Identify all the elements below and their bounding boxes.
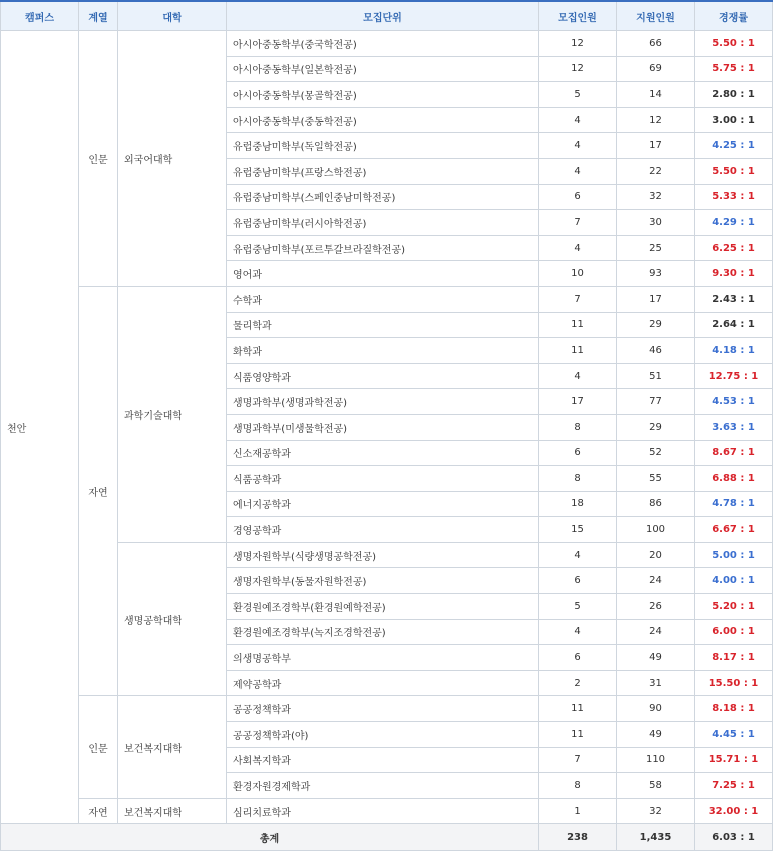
- table-body: [1, 31, 773, 824]
- rate-cell: 15.50 : 1: [695, 670, 773, 696]
- rate-cell: 6.88 : 1: [695, 466, 773, 492]
- field-cell: 인문: [79, 696, 118, 798]
- quota-cell: 8: [539, 414, 617, 440]
- applicants-cell: 51: [617, 363, 695, 389]
- applicants-cell: 86: [617, 491, 695, 517]
- quota-cell: 17: [539, 389, 617, 415]
- table-row: [1, 31, 773, 57]
- quota-cell: 1: [539, 798, 617, 824]
- applicants-cell: 31: [617, 670, 695, 696]
- applicants-cell: 90: [617, 696, 695, 722]
- applicants-cell: 25: [617, 235, 695, 261]
- quota-cell: 7: [539, 286, 617, 312]
- rate-cell: 2.43 : 1: [695, 286, 773, 312]
- applicants-cell: 20: [617, 542, 695, 568]
- rate-cell: 8.67 : 1: [695, 440, 773, 466]
- rate-cell: 9.30 : 1: [695, 261, 773, 287]
- rate-cell: 4.29 : 1: [695, 210, 773, 236]
- unit-cell: 아시아중동학부(몽골학전공): [227, 82, 539, 108]
- applicants-cell: 22: [617, 158, 695, 184]
- applicants-cell: 14: [617, 82, 695, 108]
- unit-cell: 환경원예조경학부(녹지조경학전공): [227, 619, 539, 645]
- rate-cell: 5.50 : 1: [695, 158, 773, 184]
- quota-cell: 6: [539, 440, 617, 466]
- applicants-cell: 100: [617, 517, 695, 543]
- quota-cell: 4: [539, 542, 617, 568]
- rate-cell: 32.00 : 1: [695, 798, 773, 824]
- applicants-cell: 24: [617, 568, 695, 594]
- campus-cell: 천안: [1, 31, 79, 824]
- rate-cell: 7.25 : 1: [695, 773, 773, 799]
- quota-cell: 4: [539, 158, 617, 184]
- rate-cell: 4.45 : 1: [695, 722, 773, 748]
- rate-cell: 4.78 : 1: [695, 491, 773, 517]
- quota-cell: 6: [539, 184, 617, 210]
- table-row: [1, 286, 773, 312]
- quota-cell: 12: [539, 31, 617, 57]
- unit-cell: 유럽중남미학부(러시아학전공): [227, 210, 539, 236]
- quota-cell: 15: [539, 517, 617, 543]
- rate-cell: 5.20 : 1: [695, 594, 773, 620]
- quota-cell: 4: [539, 133, 617, 159]
- unit-cell: 아시아중동학부(중국학전공): [227, 31, 539, 57]
- rate-cell: 8.18 : 1: [695, 696, 773, 722]
- unit-cell: 환경자원경제학과: [227, 773, 539, 799]
- rate-cell: 6.00 : 1: [695, 619, 773, 645]
- applicants-cell: 110: [617, 747, 695, 773]
- quota-cell: 5: [539, 82, 617, 108]
- field-cell: 자연: [79, 286, 118, 696]
- header-college: 대학: [118, 1, 227, 31]
- quota-cell: 6: [539, 568, 617, 594]
- header-rate: 경쟁률: [695, 1, 773, 31]
- college-cell: 과학기술대학: [118, 286, 227, 542]
- rate-cell: 5.75 : 1: [695, 56, 773, 82]
- unit-cell: 영어과: [227, 261, 539, 287]
- applicants-cell: 58: [617, 773, 695, 799]
- rate-cell: 5.33 : 1: [695, 184, 773, 210]
- unit-cell: 공공정책학과: [227, 696, 539, 722]
- unit-cell: 화학과: [227, 338, 539, 364]
- applicants-cell: 26: [617, 594, 695, 620]
- quota-cell: 4: [539, 619, 617, 645]
- applicants-cell: 93: [617, 261, 695, 287]
- unit-cell: 식품공학과: [227, 466, 539, 492]
- total-rate: 6.03 : 1: [695, 824, 773, 851]
- quota-cell: 2: [539, 670, 617, 696]
- unit-cell: 아시아중동학부(일본학전공): [227, 56, 539, 82]
- unit-cell: 신소재공학과: [227, 440, 539, 466]
- quota-cell: 8: [539, 466, 617, 492]
- unit-cell: 에너지공학과: [227, 491, 539, 517]
- rate-cell: 3.00 : 1: [695, 107, 773, 133]
- unit-cell: 아시아중동학부(중동학전공): [227, 107, 539, 133]
- unit-cell: 유럽중남미학부(포르투갈브라질학전공): [227, 235, 539, 261]
- unit-cell: 공공정책학과(야): [227, 722, 539, 748]
- unit-cell: 생명과학부(생명과학전공): [227, 389, 539, 415]
- table-footer: [1, 824, 773, 851]
- unit-cell: 식품영양학과: [227, 363, 539, 389]
- rate-cell: 2.80 : 1: [695, 82, 773, 108]
- table-row: [1, 696, 773, 722]
- college-cell: 외국어대학: [118, 31, 227, 287]
- applicants-cell: 55: [617, 466, 695, 492]
- applicants-cell: 52: [617, 440, 695, 466]
- rate-cell: 4.53 : 1: [695, 389, 773, 415]
- quota-cell: 11: [539, 312, 617, 338]
- unit-cell: 환경원예조경학부(환경원예학전공): [227, 594, 539, 620]
- header-quota: 모집인원: [539, 1, 617, 31]
- quota-cell: 12: [539, 56, 617, 82]
- quota-cell: 7: [539, 210, 617, 236]
- field-cell: 인문: [79, 31, 118, 287]
- unit-cell: 사회복지학과: [227, 747, 539, 773]
- field-cell: 자연: [79, 798, 118, 824]
- applicants-cell: 12: [617, 107, 695, 133]
- unit-cell: 유럽중남미학부(프랑스학전공): [227, 158, 539, 184]
- rate-cell: 5.00 : 1: [695, 542, 773, 568]
- unit-cell: 수학과: [227, 286, 539, 312]
- quota-cell: 4: [539, 363, 617, 389]
- unit-cell: 심리치료학과: [227, 798, 539, 824]
- applicants-cell: 29: [617, 414, 695, 440]
- applicants-cell: 49: [617, 722, 695, 748]
- total-applicants: 1,435: [617, 824, 695, 851]
- rate-cell: 6.67 : 1: [695, 517, 773, 543]
- rate-cell: 4.00 : 1: [695, 568, 773, 594]
- rate-cell: 6.25 : 1: [695, 235, 773, 261]
- applicants-cell: 29: [617, 312, 695, 338]
- unit-cell: 유럽중남미학부(스페인중남미학전공): [227, 184, 539, 210]
- applicants-cell: 24: [617, 619, 695, 645]
- rate-cell: 3.63 : 1: [695, 414, 773, 440]
- rate-cell: 12.75 : 1: [695, 363, 773, 389]
- rate-cell: 2.64 : 1: [695, 312, 773, 338]
- applicants-cell: 17: [617, 286, 695, 312]
- unit-cell: 생명자원학부(동물자원학전공): [227, 568, 539, 594]
- rate-cell: 8.17 : 1: [695, 645, 773, 671]
- table-header: [1, 1, 773, 31]
- applicants-cell: 49: [617, 645, 695, 671]
- rate-cell: 5.50 : 1: [695, 31, 773, 57]
- unit-cell: 생명과학부(미생물학전공): [227, 414, 539, 440]
- header-campus: 캠퍼스: [1, 1, 79, 31]
- applicants-cell: 77: [617, 389, 695, 415]
- quota-cell: 11: [539, 338, 617, 364]
- applicants-cell: 66: [617, 31, 695, 57]
- college-cell: 보건복지대학: [118, 696, 227, 798]
- unit-cell: 물리학과: [227, 312, 539, 338]
- rate-cell: 4.25 : 1: [695, 133, 773, 159]
- header-applicants: 지원인원: [617, 1, 695, 31]
- college-cell: 생명공학대학: [118, 542, 227, 696]
- quota-cell: 7: [539, 747, 617, 773]
- quota-cell: 11: [539, 696, 617, 722]
- quota-cell: 18: [539, 491, 617, 517]
- applicants-cell: 69: [617, 56, 695, 82]
- unit-cell: 제약공학과: [227, 670, 539, 696]
- rate-cell: 4.18 : 1: [695, 338, 773, 364]
- applicants-cell: 46: [617, 338, 695, 364]
- quota-cell: 5: [539, 594, 617, 620]
- total-quota: 238: [539, 824, 617, 851]
- applicants-cell: 32: [617, 798, 695, 824]
- quota-cell: 4: [539, 107, 617, 133]
- table-row: [1, 798, 773, 824]
- unit-cell: 유럽중남미학부(독일학전공): [227, 133, 539, 159]
- applicants-cell: 32: [617, 184, 695, 210]
- quota-cell: 8: [539, 773, 617, 799]
- quota-cell: 11: [539, 722, 617, 748]
- quota-cell: 4: [539, 235, 617, 261]
- header-unit: 모집단위: [227, 1, 539, 31]
- unit-cell: 의생명공학부: [227, 645, 539, 671]
- unit-cell: 경영공학과: [227, 517, 539, 543]
- applicants-cell: 17: [617, 133, 695, 159]
- quota-cell: 6: [539, 645, 617, 671]
- unit-cell: 생명자원학부(식량생명공학전공): [227, 542, 539, 568]
- applicants-cell: 30: [617, 210, 695, 236]
- rate-cell: 15.71 : 1: [695, 747, 773, 773]
- total-label: 총계: [1, 824, 539, 851]
- quota-cell: 10: [539, 261, 617, 287]
- header-field: 계열: [79, 1, 118, 31]
- college-cell: 보건복지대학: [118, 798, 227, 824]
